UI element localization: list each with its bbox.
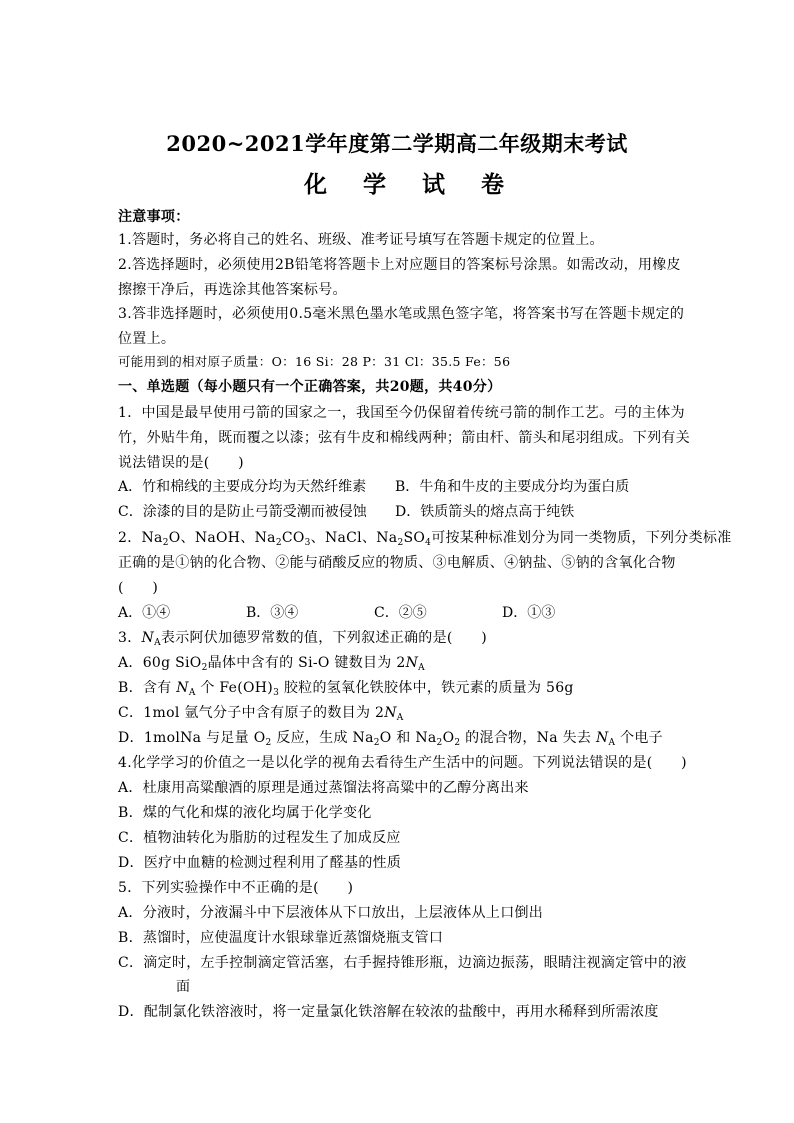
q4-stem: 4.化学学习的价值之一是以化学的视角去看待生产生活中的问题。下列说法错误的是( ) — [118, 755, 687, 771]
q5-option-c-line-1: C．滴定时，左手控制滴定管活塞，右手握持锥形瓶，边滴边振荡，眼睛注视滴定管中的液 — [118, 955, 687, 971]
q2-stem-line-3: ( ) — [118, 580, 159, 596]
q4-option-d: D．医疗中血糖的检测过程利用了醛基的性质 — [118, 855, 402, 871]
exam-subject: 化 学 试 卷 — [303, 171, 519, 198]
q2-option-c: C．②⑤ — [374, 605, 427, 621]
exam-title: 2020~2021学年度第二学期高二年级期末考试 — [166, 131, 628, 156]
q2-option-b: B．③④ — [246, 605, 299, 621]
q2-option-d: D．①③ — [502, 605, 556, 621]
section-heading: 一、单选题（每小题只有一个正确答案，共20题，共40分） — [118, 379, 502, 395]
q1-stem-line-3: 说法错误的是( ) — [118, 455, 244, 471]
q1-option-b: B．牛角和牛皮的主要成分均为蛋白质 — [395, 479, 630, 495]
q5-option-a: A．分液时，分液漏斗中下层液体从下口放出，上层液体从上口倒出 — [118, 905, 544, 921]
note-3-line-2: 位置上。 — [118, 331, 176, 347]
q4-option-c: C．植物油转化为脂肪的过程发生了加成反应 — [118, 830, 401, 846]
q3-option-b: B．含有 $N_A$ 个 $Fe(OH)_3$ 胶粒的氢氧化铁胶体中，铁元素的质量为 56g — [118, 680, 574, 698]
q1-option-d: D．铁质箭头的熔点高于纯铁 — [395, 504, 575, 520]
q2-stem-line-1: 2．$Na_2O$、NaOH、$Na_2CO_3$、NaCl、$Na_2SO_4$可按某种标准划分为同一类物质，下列分类标准 — [118, 530, 732, 548]
note-3-line-1: 3.答非选择题时，必须使用0.5毫米黑色墨水笔或黑色签字笔，将答案书写在答题卡规定的 — [118, 306, 685, 322]
q3-stem: 3．$N_A$表示阿伏加德罗常数的值，下列叙述正确的是( ) — [118, 630, 488, 648]
note-2-line-1: 2.答选择题时，必须使用2B铅笔将答题卡上对应题目的答案标号涂黑。如需改动，用橡皮 — [118, 257, 681, 273]
q2-stem-line-1-text: 可按某种标准划分为同一类物质，下列分类标准 — [431, 530, 732, 546]
q1-option-c: C．涂漆的目的是防止弓箭受潮而被侵蚀 — [118, 504, 367, 520]
q2-stem-line-2: 正确的是①钠的化合物、②能与硝酸反应的物质、③电解质、④钠盐、⑤钠的含氧化合物 — [118, 555, 676, 571]
q4-option-a: A．杜康用高粱酿酒的原理是通过蒸馏法将高粱中的乙醇分离出来 — [118, 780, 529, 796]
q5-option-d: D．配制氯化铁溶液时，将一定量氯化铁溶解在较浓的盐酸中，再用水稀释到所需浓度 — [118, 1004, 659, 1020]
q1-option-a: A．竹和棉线的主要成分均为天然纤维素 — [118, 479, 367, 495]
q5-option-c-line-2: 面 — [176, 979, 190, 995]
note-1: 1.答题时，务必将自己的姓名、班级、准考证号填写在答题卡规定的位置上。 — [118, 232, 604, 248]
q2-option-a: A．①④ — [118, 605, 171, 621]
atomic-masses: 可能用到的相对原子质量：O：16 Si：28 P：31 Cl：35.5 Fe：56 — [118, 354, 511, 369]
notes-heading: 注意事项： — [118, 209, 190, 225]
q4-option-b: B．煤的气化和煤的液化均属于化学变化 — [118, 805, 372, 821]
q1-stem-line-1: 1．中国是最早使用弓箭的国家之一，我国至今仍保留着传统弓箭的制作工艺。弓的主体为 — [118, 405, 685, 421]
q5-option-b: B．蒸馏时，应使温度计水银球靠近蒸馏烧瓶支管口 — [118, 930, 444, 946]
note-2-line-2: 擦擦干净后，再选涂其他答案标号。 — [118, 282, 347, 298]
q3-stem-text: 表示阿伏加德罗常数的值，下列叙述正确的是( ) — [160, 630, 488, 646]
q3-option-c: C．1mol 氩气分子中含有原子的数目为 $2N_A$ — [118, 705, 404, 723]
q3-option-d: D．1molNa 与足量 $O_2$ 反应，生成 $Na_2O$ 和 $Na_2O_2$ 的混合物，Na 失去 $N_A$ 个电子 — [118, 730, 663, 748]
q3-option-a: A．60g SiO$_2$晶体中含有的 Si-O 键数目为 $2N_A$ — [118, 655, 425, 673]
q1-stem-line-2: 竹，外贴牛角，既而覆之以漆；弦有牛皮和棉线两种；箭由杆、箭头和尾羽组成。下列有关 — [118, 430, 690, 446]
q5-stem: 5．下列实验操作中不正确的是( ) — [118, 880, 354, 896]
